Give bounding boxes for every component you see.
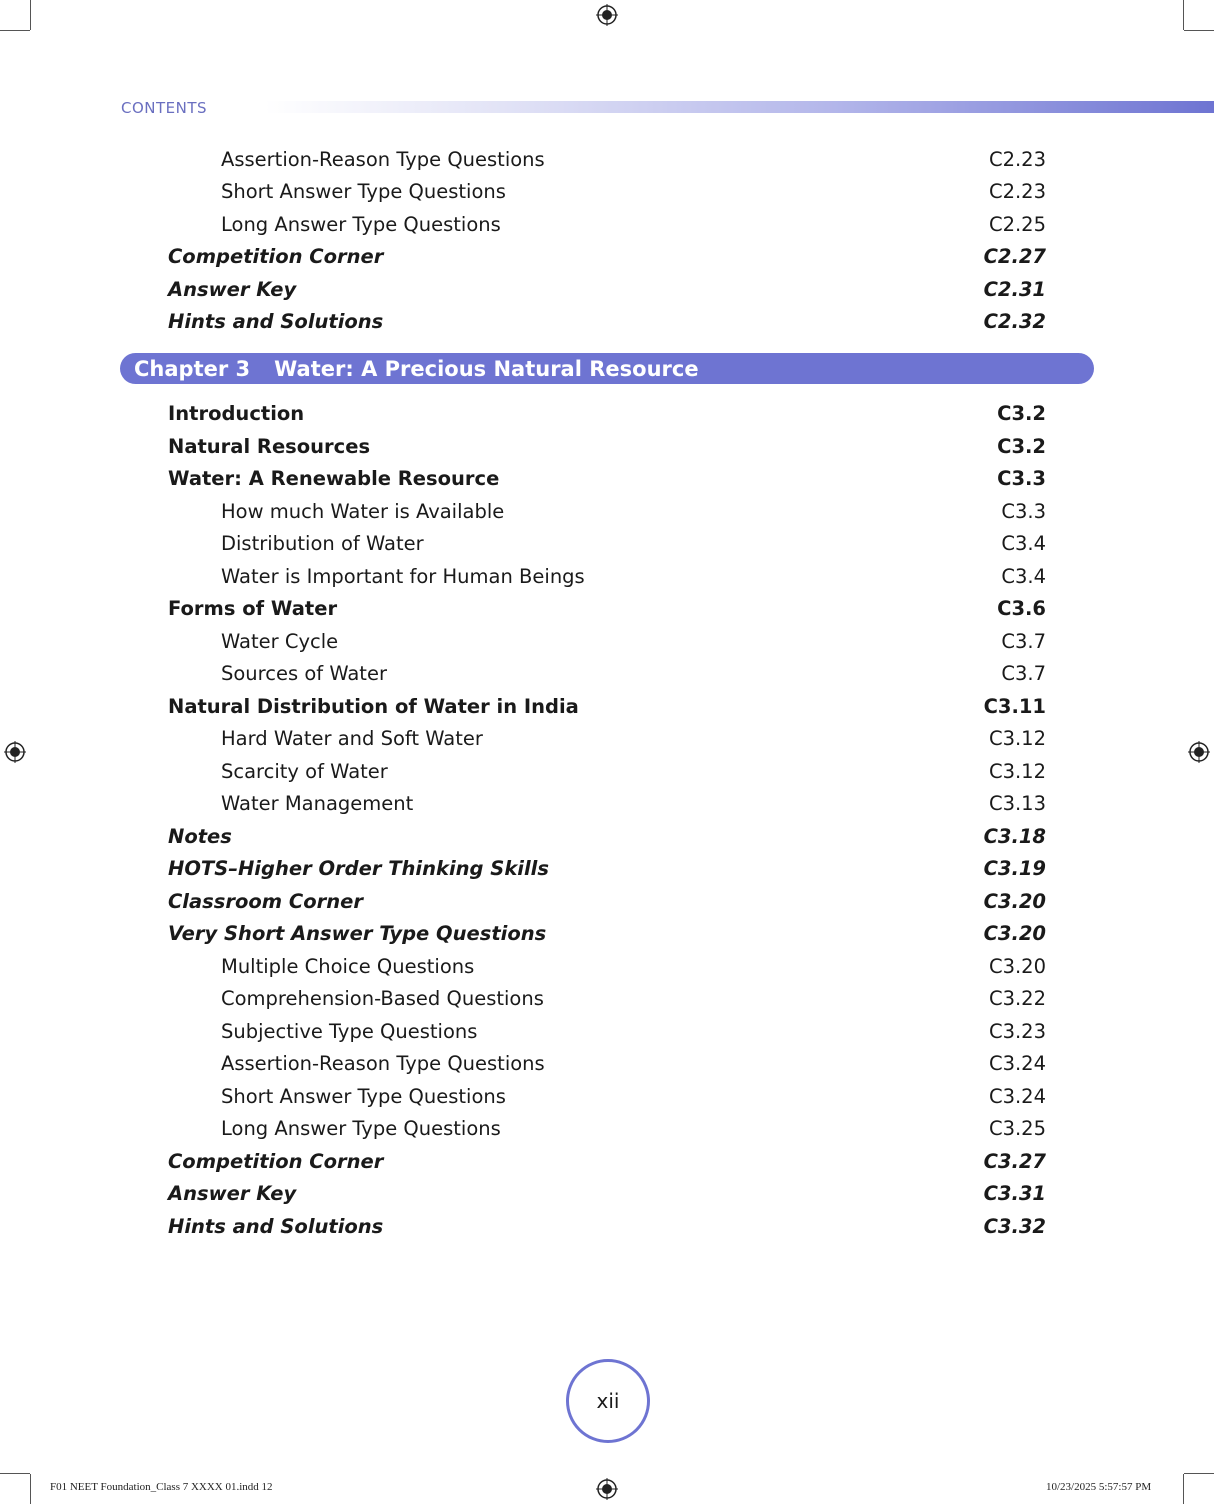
toc-entry[interactable] [168, 462, 1046, 494]
toc-entry[interactable] [168, 397, 1046, 429]
toc-entry[interactable] [221, 208, 1046, 240]
toc-entry[interactable] [168, 592, 1046, 624]
toc-entry-title: Long Answer Type Questions [221, 212, 501, 236]
page-number: xii [596, 1389, 620, 1413]
toc-entry-title: Answer Key [168, 277, 297, 301]
toc-entry-title: Introduction [168, 401, 305, 425]
toc-entry-title: Water Cycle [221, 629, 339, 653]
toc-entry-title: How much Water is Available [221, 499, 505, 523]
crop-mark-bottom-right-v [1183, 1474, 1184, 1504]
toc-entry[interactable] [221, 1112, 1046, 1144]
toc-entry-title: Comprehension-Based Questions [221, 986, 544, 1010]
toc-entry-title: Assertion-Reason Type Questions [221, 147, 545, 171]
toc-entry-page: C3.2 [997, 434, 1046, 458]
toc-entry[interactable] [221, 560, 1046, 592]
toc-entry-title: Hints and Solutions [168, 1214, 384, 1238]
toc-entry-page: C3.27 [983, 1149, 1046, 1173]
toc-entry[interactable] [168, 852, 1046, 884]
chapter-number: Chapter 3 [134, 356, 251, 381]
toc-entry-title: Hints and Solutions [168, 309, 384, 333]
page-number-badge [566, 1359, 650, 1443]
toc-entry[interactable] [221, 722, 1046, 754]
toc-entry[interactable] [168, 430, 1046, 462]
toc-entry-page: C3.24 [988, 1051, 1046, 1075]
toc-entry[interactable] [168, 1210, 1046, 1242]
toc-entry-page: C3.2 [997, 401, 1046, 425]
toc-entry[interactable] [221, 175, 1046, 207]
toc-entry-title: Multiple Choice Questions [221, 954, 475, 978]
toc-entry-page: C3.6 [997, 596, 1046, 620]
toc-entry[interactable] [168, 1177, 1046, 1209]
toc-entry-page: C3.19 [983, 856, 1046, 880]
toc-entry[interactable] [221, 495, 1046, 527]
toc-entry-title: Notes [168, 824, 232, 848]
toc-entry-title: Competition Corner [168, 244, 384, 268]
toc-entry-title: Short Answer Type Questions [221, 179, 506, 203]
toc-entry-page: C3.23 [988, 1019, 1046, 1043]
toc-entry[interactable] [221, 625, 1046, 657]
toc-entry-page: C3.20 [983, 889, 1046, 913]
toc-entry[interactable] [221, 982, 1046, 1014]
toc-entry-title: Subjective Type Questions [221, 1019, 478, 1043]
toc-entry[interactable] [221, 1047, 1046, 1079]
toc-entry[interactable] [221, 755, 1046, 787]
toc-entry[interactable] [221, 787, 1046, 819]
crop-mark-top-left-h [0, 30, 30, 31]
toc-entry-page: C3.12 [988, 759, 1046, 783]
toc-entry-title: Distribution of Water [221, 531, 424, 555]
toc-entry[interactable] [168, 273, 1046, 305]
toc-entry-page: C3.3 [997, 466, 1046, 490]
toc-entry-page: C2.25 [988, 212, 1046, 236]
toc-entry[interactable] [221, 527, 1046, 559]
toc-entry-page: C3.18 [983, 824, 1046, 848]
registration-mark-icon [596, 4, 618, 26]
toc-entry-page: C3.24 [988, 1084, 1046, 1108]
toc-entry[interactable] [221, 1080, 1046, 1112]
toc-entry[interactable] [168, 820, 1046, 852]
toc-entry-title: Hard Water and Soft Water [221, 726, 483, 750]
toc-entry[interactable] [168, 917, 1046, 949]
toc-entry-page: C2.23 [988, 147, 1046, 171]
toc-entry-title: Sources of Water [221, 661, 387, 685]
running-header: CONTENTS [121, 99, 208, 117]
crop-mark-bottom-right-h [1184, 1473, 1214, 1474]
toc-entry-page: C3.3 [1001, 499, 1046, 523]
toc-entry-title: Short Answer Type Questions [221, 1084, 506, 1108]
toc-entry-title: Water: A Renewable Resource [168, 466, 500, 490]
toc-entry-page: C2.31 [983, 277, 1046, 301]
toc-entry[interactable] [221, 950, 1046, 982]
registration-mark-icon [4, 741, 26, 763]
toc-entry[interactable] [168, 240, 1046, 272]
registration-mark-icon [596, 1478, 618, 1500]
toc-entry-title: Natural Distribution of Water in India [168, 694, 579, 718]
toc-entry-title: Answer Key [168, 1181, 297, 1205]
toc-entry-title: HOTS–Higher Order Thinking Skills [168, 856, 549, 880]
toc-entry-page: C3.22 [988, 986, 1046, 1010]
slug-date: 10/23/2025 5:57:57 PM [1046, 1481, 1152, 1493]
toc-entry-title: Water is Important for Human Beings [221, 564, 585, 588]
toc-entry[interactable] [221, 1015, 1046, 1047]
toc-entry-page: C3.11 [983, 694, 1046, 718]
toc-entry-page: C3.32 [983, 1214, 1046, 1238]
toc-entry-page: C2.27 [983, 244, 1046, 268]
toc-entry-title: Classroom Corner [168, 889, 363, 913]
toc-entry-page: C2.23 [988, 179, 1046, 203]
header-gradient-bar [265, 101, 1214, 113]
crop-mark-bottom-left-h [0, 1473, 30, 1474]
chapter-heading-bar[interactable] [120, 353, 1094, 384]
toc-entry-page: C3.4 [1001, 564, 1046, 588]
toc-entry-title: Very Short Answer Type Questions [168, 921, 547, 945]
toc-entry-title: Forms of Water [168, 596, 338, 620]
toc-entry-page: C3.7 [1001, 661, 1046, 685]
toc-entry-title: Water Management [221, 791, 414, 815]
toc-entry[interactable] [221, 143, 1046, 175]
crop-mark-top-right-v [1183, 0, 1184, 30]
toc-entry[interactable] [168, 305, 1046, 337]
toc-entry-page: C3.4 [1001, 531, 1046, 555]
crop-mark-top-right-h [1184, 30, 1214, 31]
chapter-title: Water: A Precious Natural Resource [274, 356, 699, 381]
crop-mark-bottom-left-v [30, 1474, 31, 1504]
toc-entry-page: C3.25 [988, 1116, 1046, 1140]
toc-entry-title: Long Answer Type Questions [221, 1116, 501, 1140]
toc-entry-page: C3.12 [988, 726, 1046, 750]
toc-entry-page: C2.32 [983, 309, 1046, 333]
crop-mark-top-left-v [30, 0, 31, 30]
toc-entry[interactable] [168, 1145, 1046, 1177]
registration-mark-icon [1188, 741, 1210, 763]
toc-entry-page: C3.20 [983, 921, 1046, 945]
toc-entry-page: C3.7 [1001, 629, 1046, 653]
toc-entry-page: C3.13 [988, 791, 1046, 815]
toc-entry[interactable] [168, 885, 1046, 917]
slug-file-info: F01 NEET Foundation_Class 7 XXXX 01.indd 12 [50, 1481, 273, 1493]
toc-entry-title: Assertion-Reason Type Questions [221, 1051, 545, 1075]
toc-entry[interactable] [221, 657, 1046, 689]
toc-entry-title: Competition Corner [168, 1149, 384, 1173]
toc-entry-title: Natural Resources [168, 434, 371, 458]
toc-entry-page: C3.20 [988, 954, 1046, 978]
toc-entry-page: C3.31 [983, 1181, 1046, 1205]
toc-entry[interactable] [168, 690, 1046, 722]
toc-entry-title: Scarcity of Water [221, 759, 388, 783]
